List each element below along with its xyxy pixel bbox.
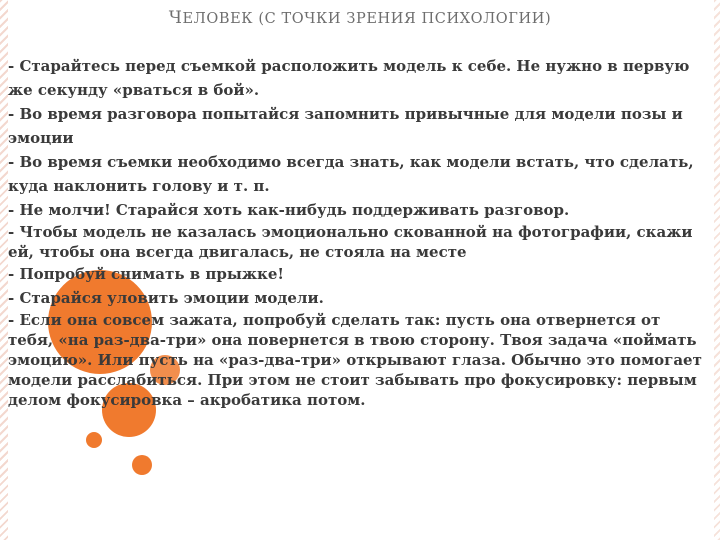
slide-body [8,54,708,410]
left-stripe-decoration [0,0,8,540]
paragraph-jump: - Попробуй снимать в прыжке! [8,265,284,283]
paragraph-movement: - Чтобы модель не казалась эмоционально скованной на фотографии, скажи ей, чтобы она всегда двигалась, не стояла на месте [8,223,693,261]
title-text: ЕЛОВЕК (С ТОЧКИ ЗРЕНИЯ ПСИХОЛОГИИ) [182,11,552,27]
paragraph-relax: - Если она совсем зажата, попробуй сделать так: пусть она отвернется от тебя, «на раз-два-три» она повернется в твою сторону. Твоя задача «поймать эмоцию». Или пусть на «раз-два-три» открывают глаза. Обычно это помогает модели расслабиться. При этом не стоит забывать про фокусировку: первым делом фокусировка – акробатика потом. [8,311,702,409]
title-initial: Ч [168,8,183,28]
paragraph-emotions: - Старайся уловить эмоции модели. [8,289,324,307]
right-stripe-decoration [714,0,720,540]
decorative-circle-small [86,432,102,448]
paragraph-directions: - Во время съемки необходимо всегда знать, как модели встать, что сделать, куда наклонить голову и т. п. [8,153,694,195]
paragraph-conversation: - Не молчи! Старайся хоть как-нибудь поддерживать разговор. [8,201,570,219]
slide-title [0,8,720,28]
decorative-circle-small-2 [132,455,152,475]
paragraph-rapport: - Старайтесь перед съемкой расположить модель к себе. Не нужно в первую же секунду «рваться в бой». [8,57,690,99]
paragraph-poses: - Во время разговора попытайся запомнить привычные для модели позы и эмоции [8,105,683,147]
